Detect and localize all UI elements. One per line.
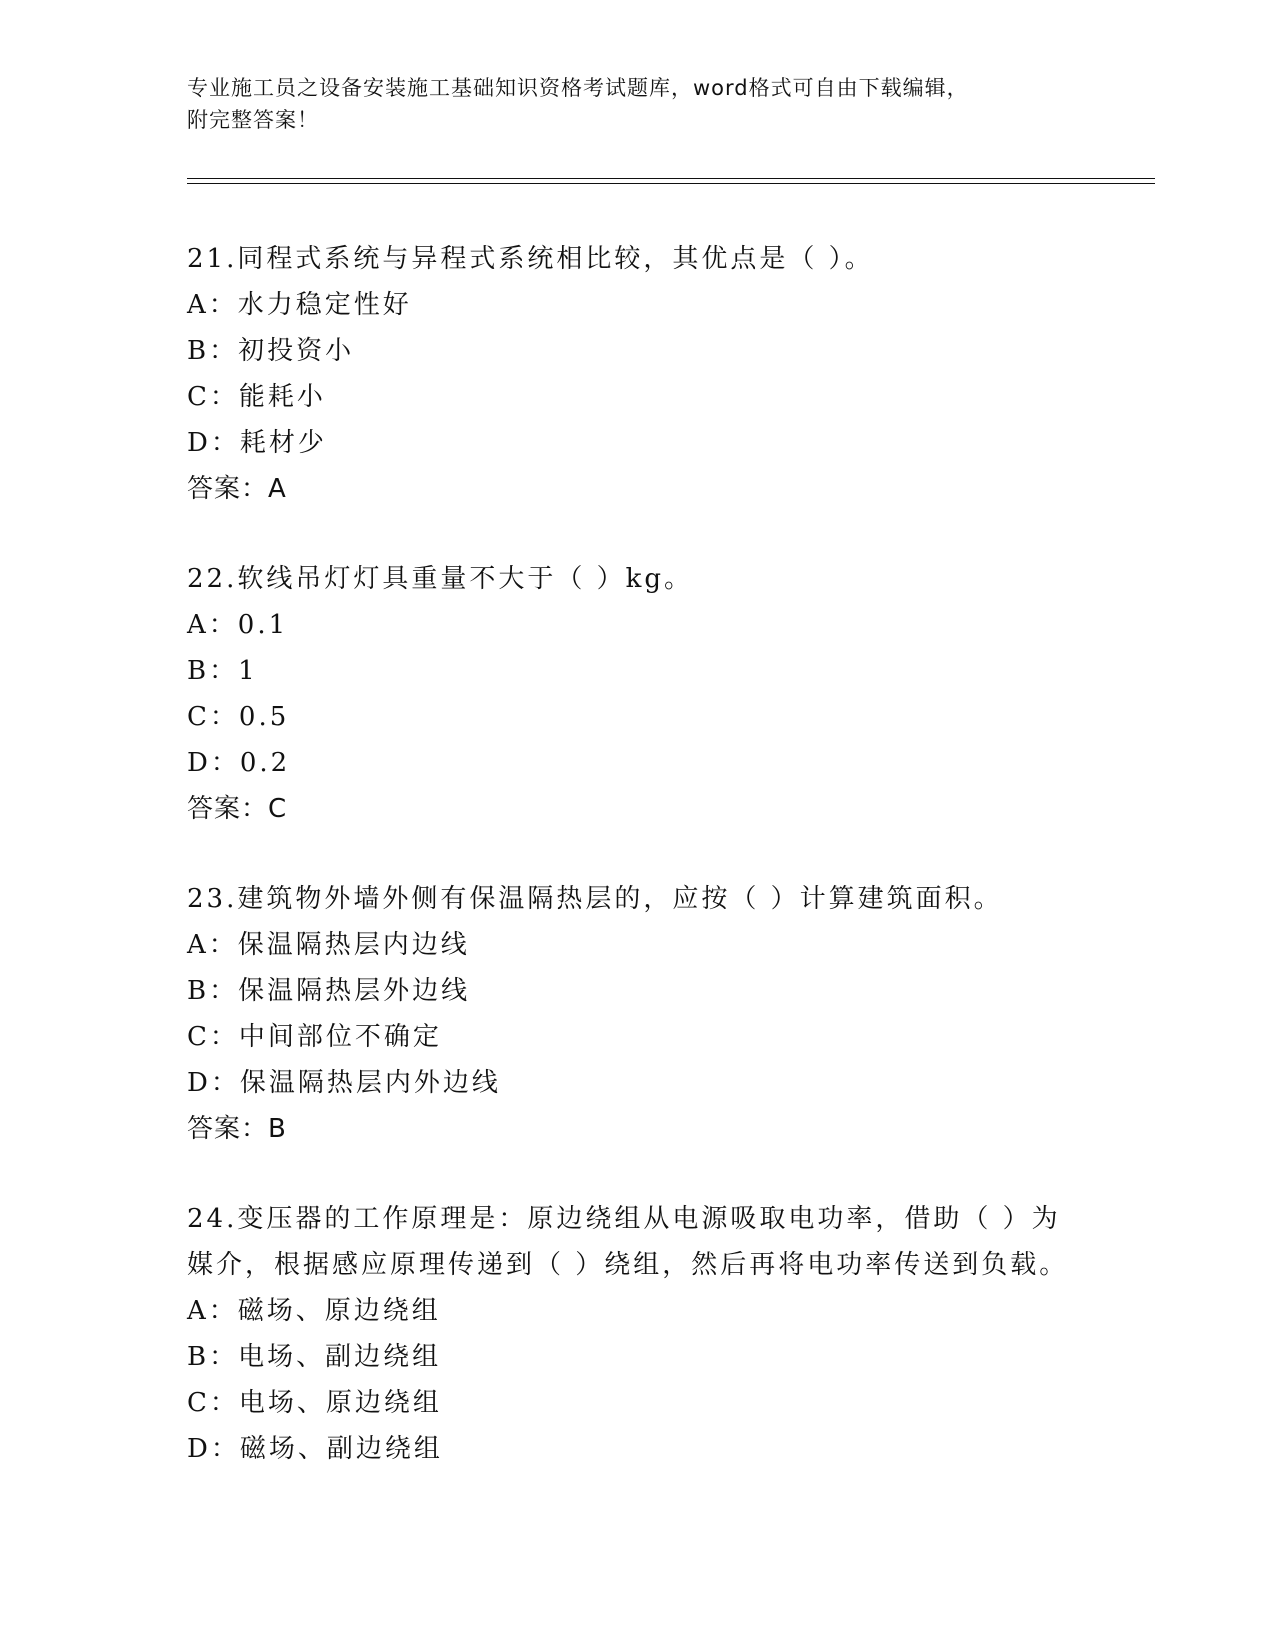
option-a	[187, 1288, 1087, 1334]
option-c	[187, 374, 1087, 420]
option-letter: A：	[187, 290, 238, 320]
option-letter: C：	[187, 382, 239, 412]
header-divider-thick	[187, 178, 1155, 179]
option-d	[187, 1060, 1087, 1106]
option-text: 水力稳定性好	[237, 290, 412, 320]
header-divider-thin	[187, 183, 1155, 184]
option-text: 电场、副边绕组	[238, 1342, 442, 1372]
option-letter: A：	[187, 1296, 238, 1326]
option-letter: B：	[187, 656, 239, 686]
question-24	[187, 1196, 1087, 1472]
answer-line: 答案：B	[187, 1114, 287, 1144]
option-letter: D：	[187, 1434, 240, 1464]
option-text: 耗材少	[239, 428, 327, 458]
option-letter: B：	[187, 1342, 239, 1372]
option-c	[187, 1014, 1087, 1060]
question-stem-line-1: 24.变压器的工作原理是：原边绕组从电源吸取电功率，借助（ ）为	[187, 1204, 1061, 1234]
option-text: 保温隔热层内边线	[237, 930, 470, 960]
option-text: 保温隔热层内外边线	[239, 1068, 501, 1098]
option-a	[187, 602, 1087, 648]
option-text: 保温隔热层外边线	[238, 976, 471, 1006]
option-text: 0.1	[237, 610, 289, 640]
question-stem: 22.软线吊灯灯具重量不大于（ ）kg。	[187, 564, 694, 594]
option-text: 初投资小	[238, 336, 355, 366]
answer-line: 答案：C	[187, 794, 288, 824]
option-text: 电场、原边绕组	[238, 1388, 442, 1418]
option-letter: B：	[187, 336, 239, 366]
option-letter: D：	[187, 1068, 240, 1098]
option-letter: B：	[187, 976, 239, 1006]
option-text: 0.2	[239, 748, 291, 778]
option-letter: C：	[187, 1388, 239, 1418]
question-21	[187, 236, 1087, 512]
option-c	[187, 1380, 1087, 1426]
option-b	[187, 1334, 1087, 1380]
question-stem: 21.同程式系统与异程式系统相比较，其优点是（ ）。	[187, 244, 874, 274]
option-text: 磁场、原边绕组	[237, 1296, 441, 1326]
answer-line: 答案：A	[187, 474, 287, 504]
question-list	[187, 236, 1087, 1516]
option-letter: D：	[187, 748, 240, 778]
option-b	[187, 968, 1087, 1014]
option-text: 能耗小	[238, 382, 326, 412]
option-letter: C：	[187, 1022, 239, 1052]
option-d	[187, 740, 1087, 786]
option-text: 1	[238, 656, 258, 686]
option-text: 磁场、副边绕组	[239, 1434, 443, 1464]
option-d	[187, 420, 1087, 466]
option-b	[187, 648, 1087, 694]
option-b	[187, 328, 1087, 374]
option-c	[187, 694, 1087, 740]
question-stem: 23.建筑物外墙外侧有保温隔热层的，应按（ ）计算建筑面积。	[187, 884, 1003, 914]
header-line-1: 专业施工员之设备安装施工基础知识资格考试题库，word格式可自由下载编辑，	[187, 76, 969, 100]
option-a	[187, 922, 1087, 968]
document-header	[187, 72, 1067, 136]
option-letter: A：	[187, 610, 238, 640]
header-line-2: 附完整答案！	[187, 108, 319, 132]
option-text: 中间部位不确定	[238, 1022, 442, 1052]
question-23	[187, 876, 1087, 1152]
question-22	[187, 556, 1087, 832]
option-a	[187, 282, 1087, 328]
option-text: 0.5	[238, 702, 290, 732]
question-stem-line-2: 媒介，根据感应原理传递到（ ）绕组，然后再将电功率传送到负载。	[187, 1250, 1069, 1280]
option-letter: D：	[187, 428, 240, 458]
option-d	[187, 1426, 1087, 1472]
option-letter: C：	[187, 702, 239, 732]
option-letter: A：	[187, 930, 238, 960]
